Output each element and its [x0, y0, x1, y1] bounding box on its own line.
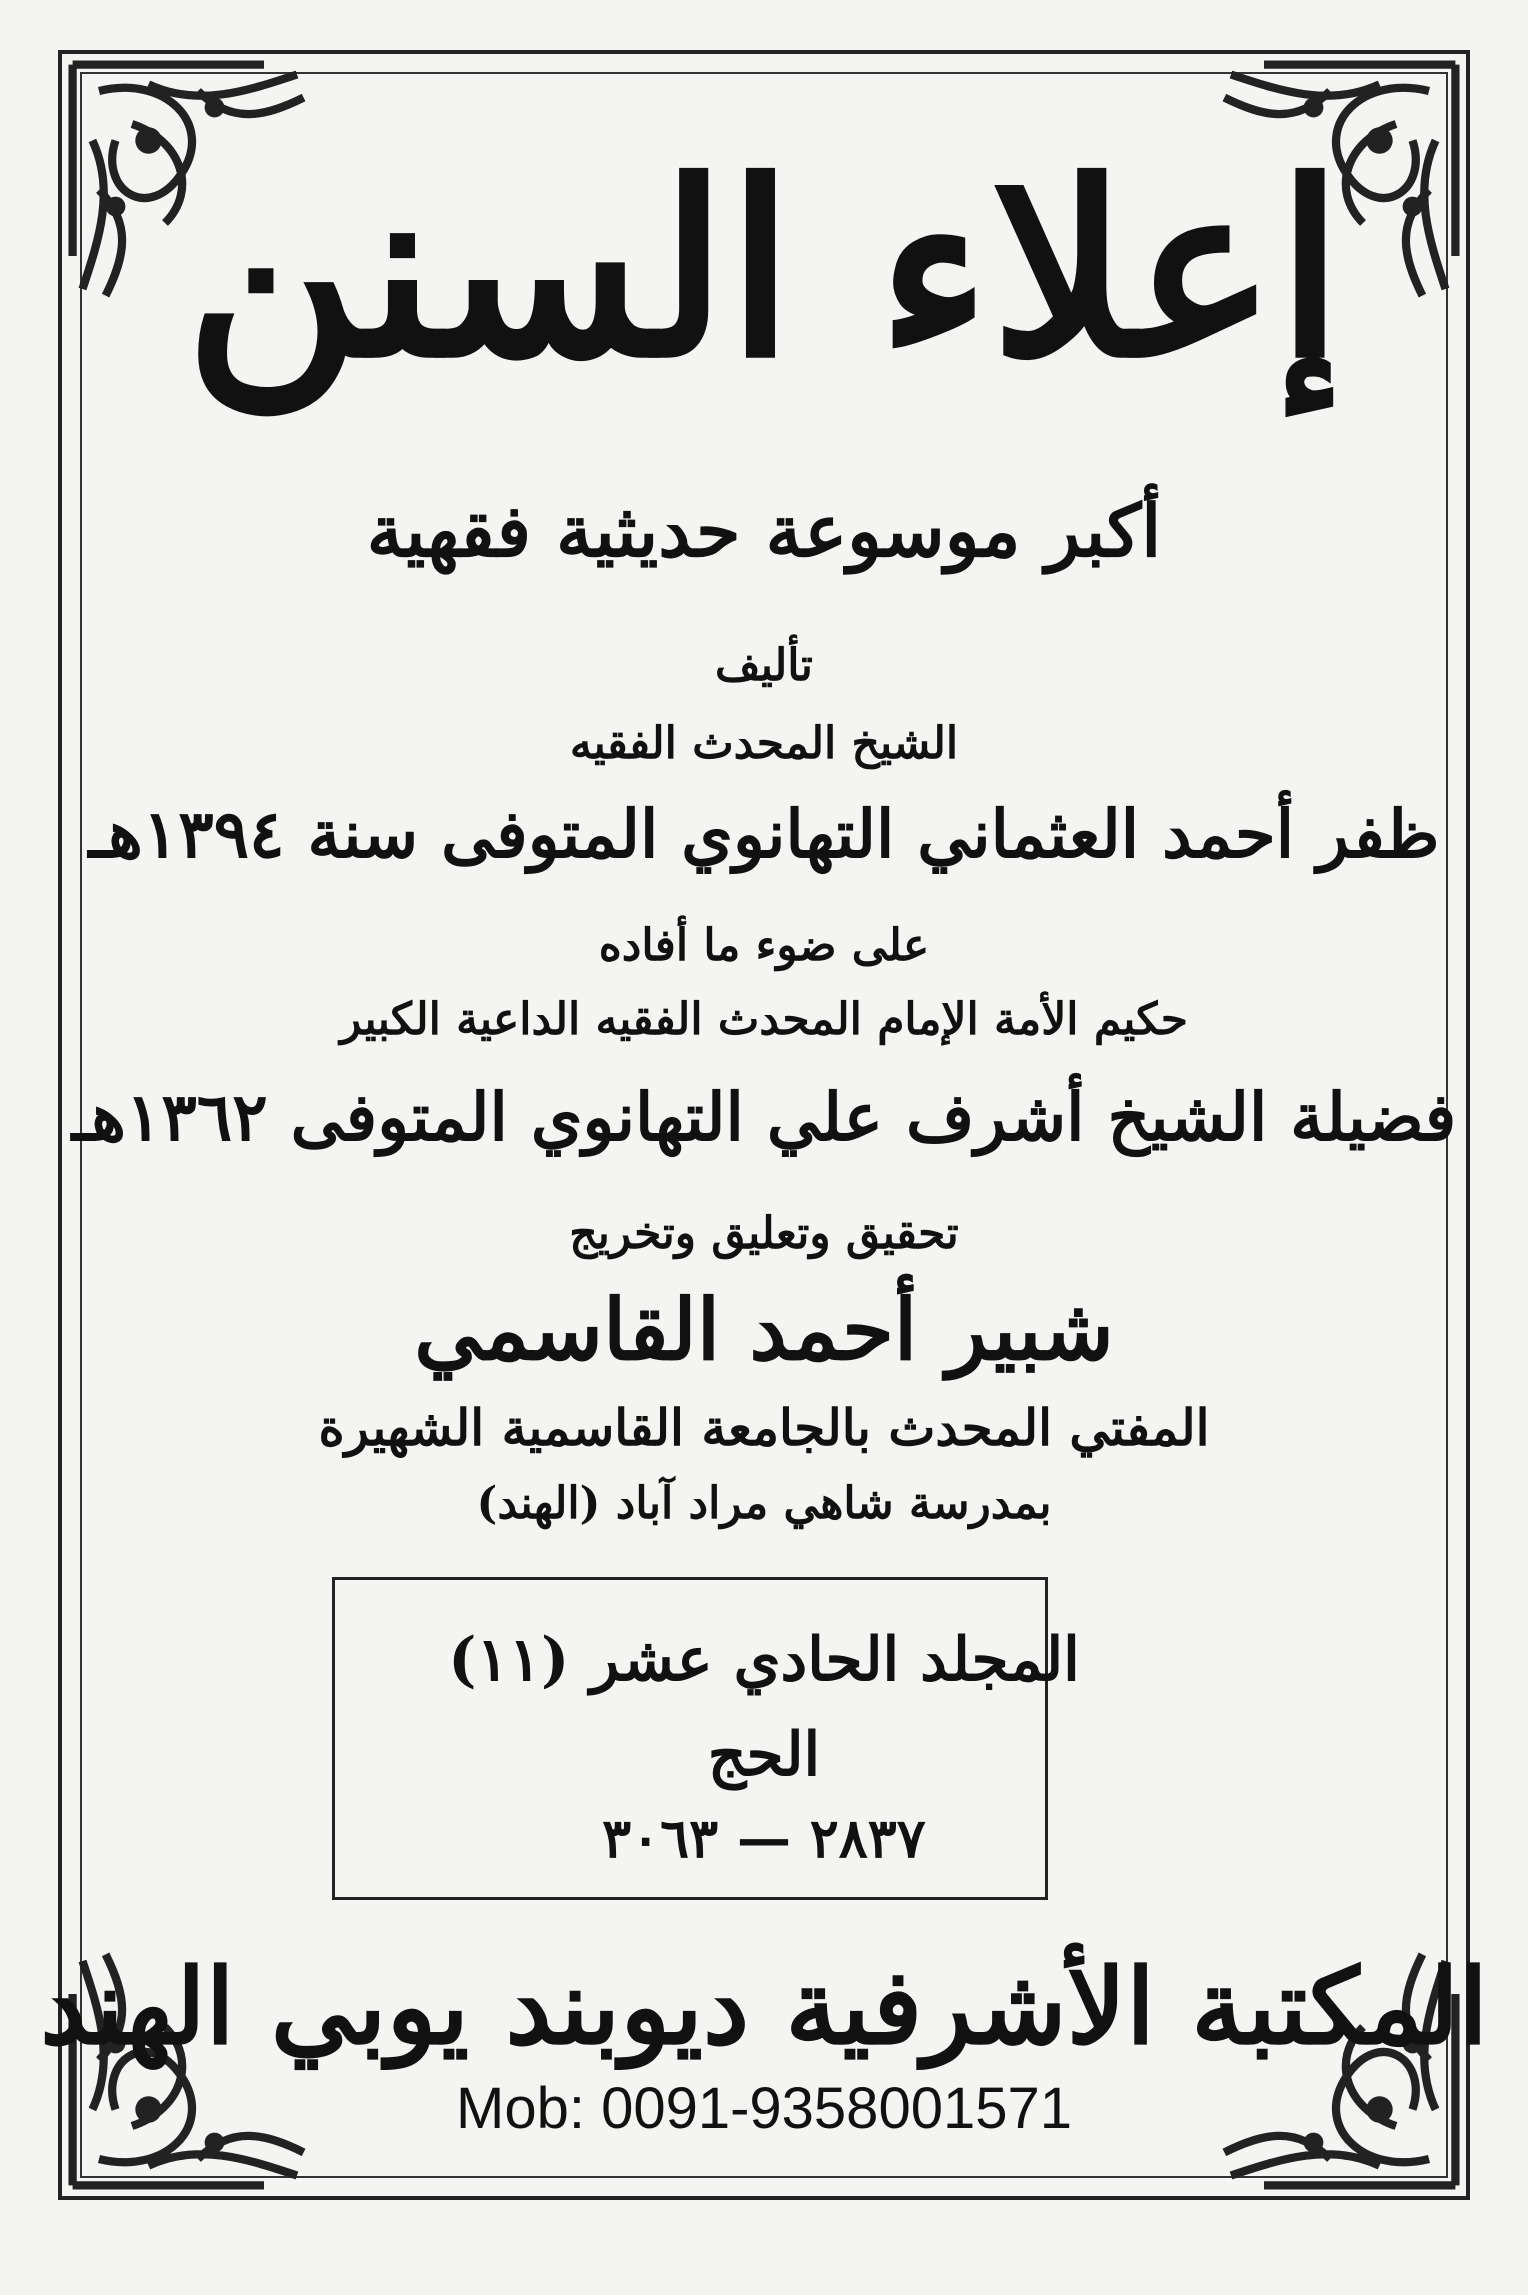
author-name: ظفر أحمد العثماني التهانوي المتوفى سنة ١٣٩٤هـ — [88, 795, 1440, 873]
editor-title: المفتي المحدث بالجامعة القاسمية الشهيرة — [318, 1398, 1210, 1457]
editing-label: تحقيق وتعليق وتخريج — [569, 1208, 959, 1259]
teacher-title: حكيم الأمة الإمام المحدث الفقيه الداعية الكبير — [340, 994, 1188, 1045]
editor-name: شبير أحمد القاسمي — [414, 1280, 1114, 1379]
volume-number: المجلد الحادي عشر (١١) — [448, 1625, 1080, 1695]
volume-topic: الحج — [707, 1720, 821, 1790]
book-title: إعلاء السنن — [184, 129, 1344, 411]
editor-location: بمدرسة شاهي مراد آباد (الهند) — [476, 1478, 1052, 1529]
book-subtitle: أكبر موسوعة حديثية فقهية — [366, 488, 1162, 573]
teacher-name: فضيلة الشيخ أشرف علي التهانوي المتوفى ١٣٦٢هـ — [71, 1078, 1457, 1156]
volume-range: ٢٨٣٧ — ٣٠٦٣ — [602, 1806, 926, 1870]
mobile-number: Mob: 0091-9358001571 — [456, 2076, 1072, 2141]
author-title: الشيخ المحدث الفقيه — [569, 718, 959, 769]
authorship-label: تأليف — [715, 640, 813, 691]
based-on-label: على ضوء ما أفاده — [598, 920, 930, 971]
publisher-name: المكتبة الأشرفية ديوبند يوبي الهند — [40, 1945, 1488, 2068]
